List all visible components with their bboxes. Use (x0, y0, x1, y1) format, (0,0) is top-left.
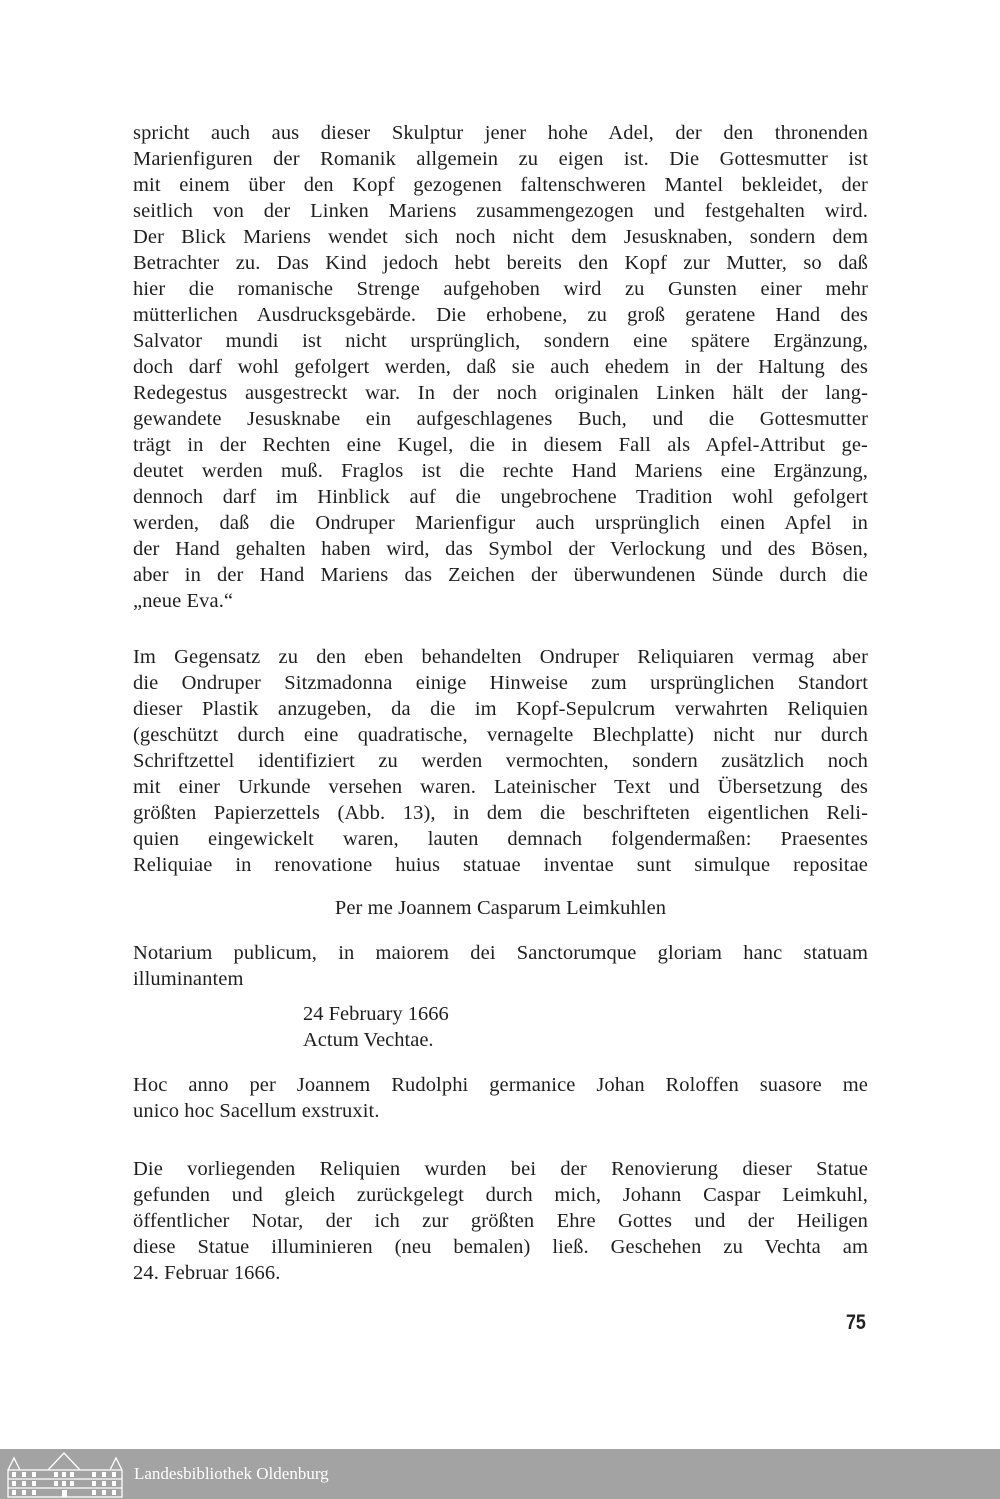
text-line: mit einer Urkunde versehen waren. Lateinischer Text und Übersetzung des (133, 776, 868, 798)
text-line: Im Gegensatz zu den eben behandelten Ondruper Reliquiaren vermag aber (133, 646, 868, 668)
text-line: Der Blick Mariens wendet sich noch nicht dem Jesusknaben, sondern dem (133, 226, 868, 248)
library-building-logo-icon (6, 1452, 124, 1498)
text-line: Hoc anno per Joannem Rudolphi germanice Johan Roloffen suasore me (133, 1074, 868, 1096)
latin-place: Actum Vechtae. (303, 1029, 434, 1051)
translation (133, 1156, 868, 1286)
latin-hoc (133, 1072, 868, 1124)
latin-signature: Per me Joannem Casparum Leimkuhlen (334, 897, 667, 919)
page-number: 75 (846, 1311, 866, 1334)
text-line: Notarium publicum, in maiorem dei Sanctorumque gloriam hanc statuam (133, 942, 868, 964)
text-line: gefunden und gleich zurückgelegt durch mich, Johann Caspar Leimkuhl, (133, 1184, 868, 1206)
text-line: aber in der Hand Mariens das Zeichen der überwundenen Sünde durch die (133, 564, 868, 586)
text-line: Redegestus ausgestreckt war. In der noch originalen Linken hält der lang- (133, 382, 868, 404)
text-line: 24. Februar 1666. (133, 1262, 281, 1284)
text-line: Marienfiguren der Romanik allgemein zu eigen ist. Die Gottesmutter ist (133, 148, 868, 170)
text-line: größten Papierzettels (Abb. 13), in dem die beschrifteten eigentlichen Reli- (133, 802, 868, 824)
text-line: „neue Eva.“ (133, 590, 234, 612)
text-line: illuminantem (133, 968, 244, 990)
latin-date: 24 February 1666 (303, 1003, 449, 1025)
text-line: öffentlicher Notar, der ich zur größten Ehre Gottes und der Heiligen (133, 1210, 868, 1232)
text-line: deutet werden muß. Fraglos ist die rechte Hand Mariens eine Ergänzung, (133, 460, 868, 482)
text-line: dieser Plastik anzugeben, da die im Kopf-Sepulcrum verwahrten Reliquien (133, 698, 868, 720)
text-line: Betrachter zu. Das Kind jedoch hebt bereits den Kopf zur Mutter, so daß (133, 252, 868, 274)
text-line: (geschützt durch eine quadratische, vernagelte Blechplatte) nicht nur durch (133, 724, 868, 746)
footer-bar (0, 1449, 1000, 1499)
text-line: werden, daß die Ondruper Marienfigur auch ursprünglich einen Apfel in (133, 512, 868, 534)
text-line: gewandete Jesusknabe ein aufgeschlagenes Buch, und die Gottesmutter (133, 408, 868, 430)
text-line: Schriftzettel identifiziert zu werden vermochten, sondern zusätzlich noch (133, 750, 868, 772)
text-line: hier die romanische Strenge aufgehoben wird zu Gunsten einer mehr (133, 278, 868, 300)
text-line: unico hoc Sacellum exstruxit. (133, 1100, 380, 1122)
text-line: trägt in der Rechten eine Kugel, die in diesem Fall als Apfel-Attribut ge- (133, 434, 868, 456)
text-line: die Ondruper Sitzmadonna einige Hinweise zum ursprünglichen Standort (133, 672, 868, 694)
paragraph-1 (133, 120, 868, 614)
text-line: Die vorliegenden Reliquien wurden bei der Renovierung dieser Statue (133, 1158, 868, 1180)
text-line: quien eingewickelt waren, lauten demnach folgendermaßen: Praesentes (133, 828, 868, 850)
text-line: der Hand gehalten haben wird, das Symbol der Verlockung und des Bösen, (133, 538, 868, 560)
text-line: doch darf wohl gefolgert werden, daß sie auch ehedem in der Haltung des (133, 356, 868, 378)
text-line: diese Statue illuminieren (neu bemalen) ließ. Geschehen zu Vechta am (133, 1236, 868, 1258)
text-line: mütterlichen Ausdrucksgebärde. Die erhobene, zu groß geratene Hand des (133, 304, 868, 326)
text-line: dennoch darf im Hinblick auf die ungebrochene Tradition wohl gefolgert (133, 486, 868, 508)
text-line: Reliquiae in renovatione huius statuae inventae sunt simulque repositae (133, 854, 868, 876)
text-line: spricht auch aus dieser Skulptur jener hohe Adel, der den thronenden (133, 122, 868, 144)
latin-notary (133, 940, 868, 992)
library-name: Landesbibliothek Oldenburg (134, 1464, 329, 1483)
text-line: Salvator mundi ist nicht ursprünglich, sondern eine spätere Ergänzung, (133, 330, 868, 352)
text-line: seitlich von der Linken Mariens zusammengezogen und festgehalten wird. (133, 200, 868, 222)
latin-signature-block (133, 895, 868, 921)
paragraph-2 (133, 644, 868, 878)
text-line: mit einem über den Kopf gezogenen faltenschweren Mantel bekleidet, der (133, 174, 868, 196)
